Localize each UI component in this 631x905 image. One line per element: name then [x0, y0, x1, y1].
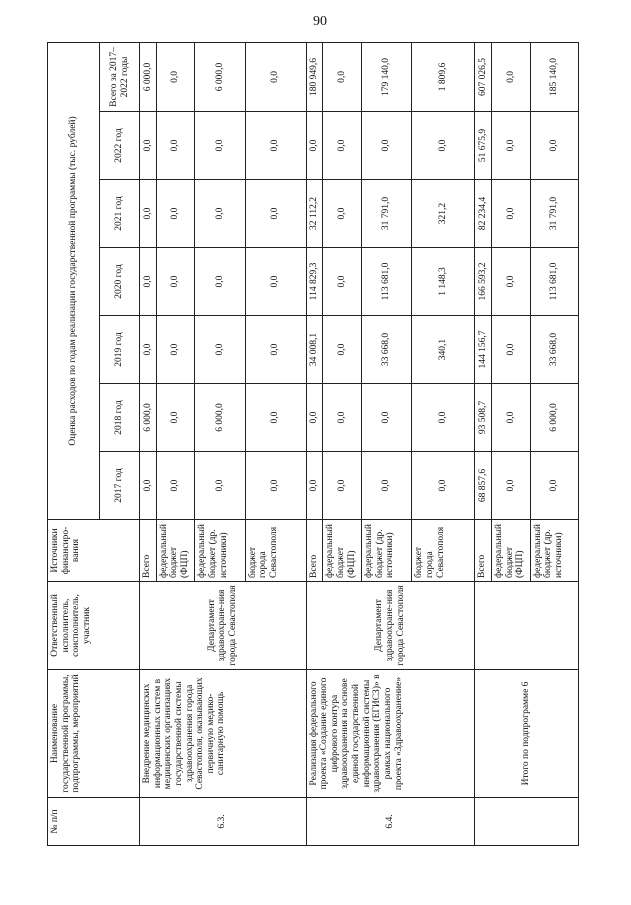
value-cell: 607 026,5 [475, 42, 492, 111]
value-cell: 31 791,0 [530, 180, 578, 248]
value-cell: 166 593,2 [475, 248, 492, 316]
value-cell: 0,0 [156, 112, 195, 180]
value-cell: 0,0 [491, 316, 530, 384]
row-executor: Департамент здравоохране-ния города Севастополя [140, 582, 307, 670]
value-cell: 0,0 [156, 452, 195, 520]
value-cell: 0,0 [156, 384, 195, 452]
value-cell: 0,0 [491, 248, 530, 316]
value-cell: 0,0 [245, 452, 306, 520]
value-cell: 0,0 [306, 112, 323, 180]
value-cell: 0,0 [195, 112, 245, 180]
value-cell: 0,0 [491, 112, 530, 180]
value-cell: 0,0 [323, 316, 362, 384]
value-cell: 179 140,0 [361, 42, 411, 111]
value-cell: 0,0 [245, 316, 306, 384]
header-total: Всего за 2017–2022 годы [100, 42, 140, 111]
value-cell: 0,0 [323, 180, 362, 248]
value-cell: 32 112,2 [306, 180, 323, 248]
value-cell: 0,0 [245, 384, 306, 452]
row-executor [475, 582, 579, 670]
expenditure-table [47, 42, 579, 846]
value-cell: 0,0 [412, 384, 475, 452]
row-source: Всего [306, 520, 323, 582]
value-cell: 0,0 [361, 452, 411, 520]
value-cell: 6 000,0 [195, 42, 245, 111]
value-cell: 0,0 [491, 42, 530, 111]
value-cell: 0,0 [156, 316, 195, 384]
row-source: федеральный бюджет (др. источники) [195, 520, 245, 582]
value-cell: 180 949,6 [306, 42, 323, 111]
row-name: Реализация федерального проекта «Создание единого цифрового контура здравоохранения на основе единой государственной информационной системы здравоохранения (ЕГИСЗ)» в рамках национального проекта «Здравоохранение» [306, 670, 475, 798]
row-name: Внедрение медицинских информационных систем в медицинских организациях государственной системы здравоохранения города Севастополя, оказывающих первичную медико-санитарную помощь [140, 670, 307, 798]
value-cell: 0,0 [412, 112, 475, 180]
value-cell: 0,0 [245, 42, 306, 111]
value-cell: 0,0 [323, 452, 362, 520]
value-cell: 0,0 [306, 452, 323, 520]
header-estimate: Оценка расходов по годам реализации государственной программы (тыс. рублей) [48, 42, 100, 519]
header-num: № п/п [48, 798, 140, 846]
row-num: 6.3. [140, 798, 307, 846]
header-year: 2020 год [100, 248, 140, 316]
value-cell: 185 140,0 [530, 42, 578, 111]
header-year: 2018 год [100, 384, 140, 452]
value-cell: 31 791,0 [361, 180, 411, 248]
value-cell: 0,0 [140, 316, 157, 384]
value-cell: 0,0 [195, 248, 245, 316]
value-cell: 51 675,9 [475, 112, 492, 180]
header-year: 2022 год [100, 112, 140, 180]
value-cell: 0,0 [140, 452, 157, 520]
value-cell: 0,0 [195, 180, 245, 248]
value-cell: 6 000,0 [140, 384, 157, 452]
value-cell: 0,0 [306, 384, 323, 452]
value-cell: 144 156,7 [475, 316, 492, 384]
value-cell: 0,0 [491, 452, 530, 520]
header-source: Источники финансиро-вания [48, 520, 140, 582]
value-cell: 6 000,0 [530, 384, 578, 452]
row-source: федеральный бюджет (ФЦП) [323, 520, 362, 582]
row-source: федеральный бюджет (ФЦП) [491, 520, 530, 582]
value-cell: 0,0 [530, 112, 578, 180]
rotated-page-content [47, 43, 579, 846]
value-cell: 33 668,0 [361, 316, 411, 384]
value-cell: 82 234,4 [475, 180, 492, 248]
row-source: Всего [140, 520, 157, 582]
row-source: федеральный бюджет (др. источники) [530, 520, 578, 582]
value-cell: 0,0 [156, 180, 195, 248]
page-number: 90 [313, 14, 327, 29]
value-cell: 68 857,6 [475, 452, 492, 520]
row-source: бюджет города Севастополя [245, 520, 306, 582]
header-year: 2019 год [100, 316, 140, 384]
header-name: Наименование государственной программы, подпрограммы, мероприятий [48, 670, 140, 798]
value-cell: 321,2 [412, 180, 475, 248]
rotated-table-area [47, 43, 579, 846]
value-cell: 0,0 [245, 180, 306, 248]
value-cell: 6 000,0 [195, 384, 245, 452]
value-cell: 113 681,0 [530, 248, 578, 316]
row-source: бюджет города Севастополя [412, 520, 475, 582]
header-executor: Ответственный исполнитель, соисполнитель, участник [48, 582, 140, 670]
row-source: Всего [475, 520, 492, 582]
value-cell: 340,1 [412, 316, 475, 384]
value-cell: 33 668,0 [530, 316, 578, 384]
value-cell: 0,0 [195, 452, 245, 520]
value-cell: 0,0 [323, 112, 362, 180]
value-cell: 0,0 [195, 316, 245, 384]
value-cell: 0,0 [412, 452, 475, 520]
row-num [475, 798, 579, 846]
value-cell: 114 829,3 [306, 248, 323, 316]
value-cell: 0,0 [156, 42, 195, 111]
value-cell: 0,0 [323, 384, 362, 452]
value-cell: 113 681,0 [361, 248, 411, 316]
value-cell: 0,0 [491, 384, 530, 452]
row-source: федеральный бюджет (ФЦП) [156, 520, 195, 582]
value-cell: 6 000,0 [140, 42, 157, 111]
value-cell: 0,0 [361, 384, 411, 452]
value-cell: 0,0 [323, 42, 362, 111]
value-cell: 0,0 [491, 180, 530, 248]
value-cell: 0,0 [140, 112, 157, 180]
value-cell: 34 008,1 [306, 316, 323, 384]
header-year: 2021 год [100, 180, 140, 248]
value-cell: 0,0 [245, 112, 306, 180]
header-year: 2017 год [100, 452, 140, 520]
row-num: 6.4. [306, 798, 475, 846]
value-cell: 0,0 [140, 180, 157, 248]
value-cell: 0,0 [156, 248, 195, 316]
value-cell: 0,0 [361, 112, 411, 180]
value-cell: 0,0 [323, 248, 362, 316]
value-cell: 0,0 [530, 452, 578, 520]
row-name: Итого по подпрограмме 6 [475, 670, 579, 798]
value-cell: 1 148,3 [412, 248, 475, 316]
value-cell: 0,0 [140, 248, 157, 316]
row-source: федеральный бюджет (др. источники) [361, 520, 411, 582]
row-executor: Департамент здравоохране-ния города Севастополя [306, 582, 475, 670]
value-cell: 93 508,7 [475, 384, 492, 452]
value-cell: 1 809,6 [412, 42, 475, 111]
value-cell: 0,0 [245, 248, 306, 316]
